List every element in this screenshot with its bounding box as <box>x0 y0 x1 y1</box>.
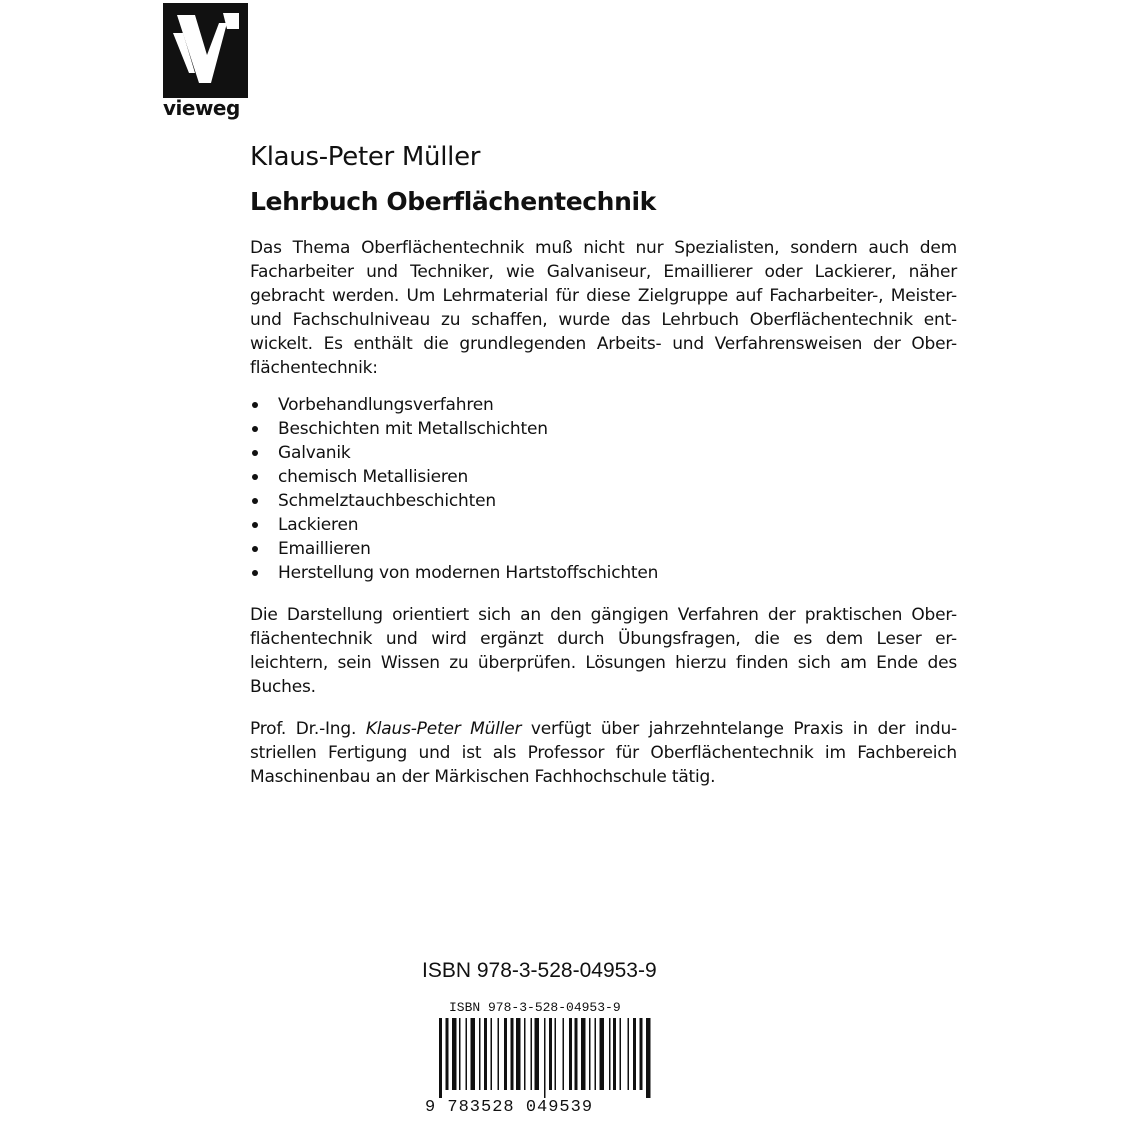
topic-label: Lackieren <box>278 515 359 535</box>
barcode-bar <box>466 1018 468 1090</box>
description-paragraph <box>250 603 957 699</box>
topic-label: Emaillieren <box>278 539 371 559</box>
barcode-bar <box>491 1018 493 1090</box>
topic-label: Schmelztauchbeschichten <box>278 491 496 511</box>
intro-line: wickelt. Es enthält die grundlegenden Arbeits- und Verfahrensweisen der Ober- <box>250 334 957 354</box>
barcode-bar <box>459 1018 461 1090</box>
barcode-bar <box>633 1018 636 1090</box>
bio-title: Prof. Dr.-Ing. <box>250 719 366 739</box>
barcode-bar <box>609 1018 611 1090</box>
topic-label: Beschichten mit Metallschichten <box>278 419 548 439</box>
barcode-bar <box>446 1018 449 1090</box>
topic-label: Herstellung von modernen Hartstoffschichten <box>278 563 659 583</box>
barcode-bar <box>535 1018 540 1090</box>
barcode-bar <box>581 1018 586 1090</box>
intro-line: gebracht werden. Um Lehrmaterial für diese Zielgruppe auf Facharbeiter-, Meister- <box>250 286 957 306</box>
list-item <box>250 393 957 417</box>
description-line: Die Darstellung orientiert sich an den gängigen Verfahren der praktischen Ober- <box>250 605 957 625</box>
barcode-bar <box>613 1018 616 1090</box>
barcode-bar <box>452 1018 457 1090</box>
list-item <box>250 537 957 561</box>
bullet-icon <box>252 522 258 528</box>
description-line: flächentechnik und wird ergänzt durch Übungsfragen, die es dem Leser er- <box>250 629 957 649</box>
barcode-bar <box>620 1018 622 1090</box>
isbn-label: ISBN 978-3-528-04953-9 <box>422 959 657 982</box>
topic-label: Galvanik <box>278 443 351 463</box>
intro-line: Facharbeiter und Techniker, wie Galvaniseur, Emaillierer oder Lackierer, näher <box>250 262 957 282</box>
barcode-bar <box>504 1018 507 1090</box>
barcode-bar <box>600 1018 605 1090</box>
barcode-bar <box>563 1018 565 1090</box>
publisher-logo <box>163 3 248 121</box>
barcode-bar <box>549 1018 552 1090</box>
bullet-icon <box>252 498 258 504</box>
barcode-bar <box>575 1018 578 1090</box>
bullet-icon <box>252 402 258 408</box>
bullet-icon <box>252 570 258 576</box>
bio-author-name: Klaus-Peter Müller <box>365 719 522 739</box>
author-name: Klaus-Peter Müller <box>250 142 481 172</box>
intro-line: flächentechnik: <box>250 358 378 378</box>
barcode-bar <box>531 1018 533 1090</box>
vieweg-v-logo-icon <box>163 3 248 98</box>
publisher-name: vieweg <box>163 96 240 120</box>
barcode-isbn-text: ISBN 978-3-528-04953-9 <box>449 1000 621 1015</box>
bullet-icon <box>252 426 258 432</box>
barcode-bar <box>484 1018 487 1090</box>
isbn-barcode <box>425 1000 665 1120</box>
barcode-bar <box>569 1018 572 1090</box>
intro-line: und Fachschulniveau zu schaffen, wurde das Lehrbuch Oberflächentechnik ent- <box>250 310 957 330</box>
barcode-bar <box>479 1018 481 1090</box>
ean13-barcode-icon <box>425 1018 665 1098</box>
bullet-icon <box>252 546 258 552</box>
bullet-icon <box>252 450 258 456</box>
bio-text: verfügt über jahrzehntelange Praxis in der indu- <box>521 719 957 739</box>
list-item <box>250 513 957 537</box>
barcode-bar <box>511 1018 514 1090</box>
topic-list <box>250 393 957 585</box>
topic-label: Vorbehandlungsverfahren <box>278 395 494 415</box>
list-item <box>250 441 957 465</box>
barcode-bar <box>516 1018 521 1090</box>
description-line: Buches. <box>250 677 316 697</box>
list-item <box>250 417 957 441</box>
author-bio-paragraph <box>250 717 957 789</box>
barcode-digits: 9 783528 049539 <box>425 1098 594 1117</box>
barcode-bar <box>544 1018 546 1098</box>
barcode-bar <box>439 1018 442 1098</box>
barcode-bar <box>589 1018 591 1090</box>
bio-line: striellen Fertigung und ist als Professor für Oberflächentechnik im Fachbereich <box>250 743 957 763</box>
bio-line: Maschinenbau an der Märkischen Fachhochschule tätig. <box>250 767 716 787</box>
barcode-bar <box>628 1018 630 1090</box>
barcode-bar <box>646 1018 651 1098</box>
barcode-bar <box>471 1018 476 1090</box>
list-item <box>250 489 957 513</box>
list-item <box>250 465 957 489</box>
barcode-bar <box>595 1018 597 1090</box>
list-item <box>250 561 957 585</box>
bio-line <box>250 717 957 741</box>
bullet-icon <box>252 474 258 480</box>
book-title: Lehrbuch Oberflächentechnik <box>250 187 656 216</box>
topic-label: chemisch Metallisieren <box>278 467 469 487</box>
barcode-bar <box>524 1018 526 1090</box>
barcode-bar <box>555 1018 557 1090</box>
barcode-bar <box>498 1018 500 1090</box>
intro-paragraph <box>250 236 957 380</box>
intro-line: Das Thema Oberflächentechnik muß nicht nur Spezialisten, sondern auch dem <box>250 238 957 258</box>
barcode-bar <box>640 1018 643 1090</box>
description-line: leichtern, sein Wissen zu überprüfen. Lösungen hierzu finden sich am Ende des <box>250 653 957 673</box>
blurb <box>250 236 957 789</box>
